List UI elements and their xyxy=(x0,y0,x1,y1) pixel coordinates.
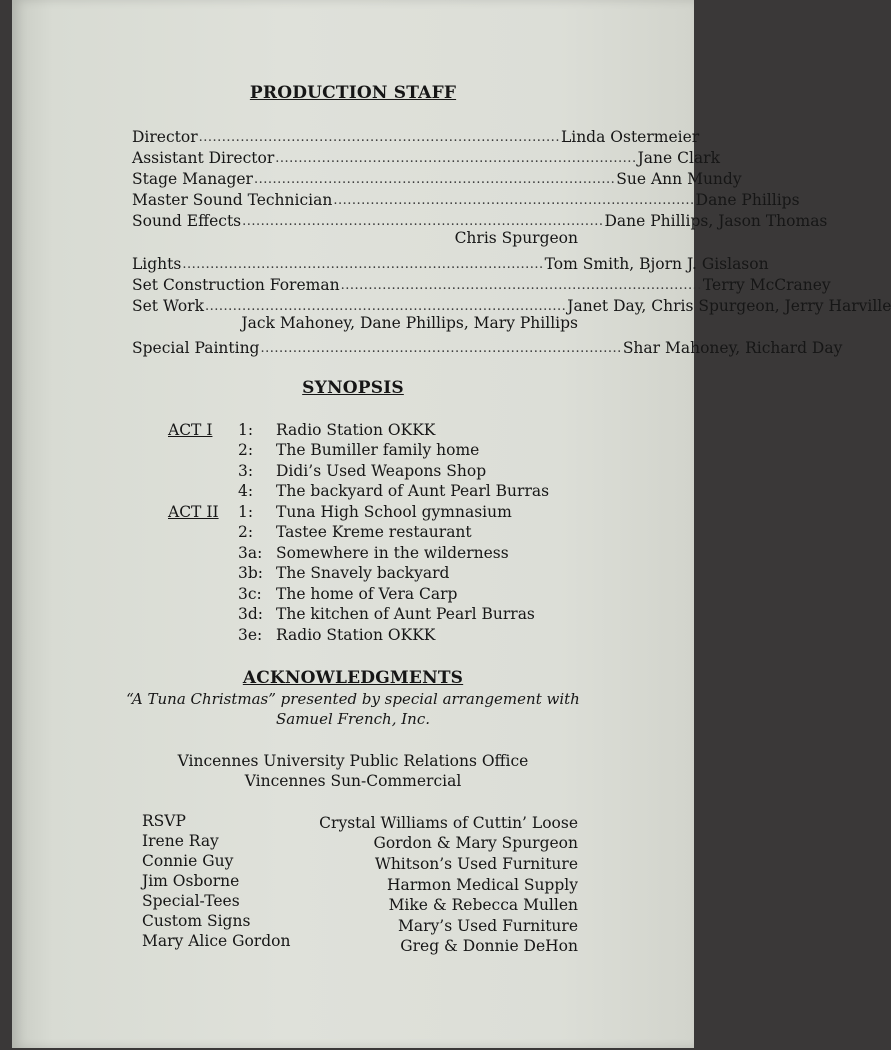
staff-role: Director xyxy=(132,128,198,146)
staff-row-sound-effects xyxy=(132,208,828,230)
staff-role: Stage Manager xyxy=(132,170,253,188)
leader-dots: .............................................................................. xyxy=(204,299,567,314)
credit-right: Harmon Medical Supply xyxy=(387,876,578,894)
scene-name: Radio Station OKKK xyxy=(276,421,436,439)
credit-left: RSVP xyxy=(142,812,186,830)
scene-name: The kitchen of Aunt Pearl Burras xyxy=(276,605,535,623)
credit-right: Gordon & Mary Spurgeon xyxy=(373,834,578,852)
leader-dots: .............................................................................. xyxy=(242,214,604,229)
scene-name: The Bumiller family home xyxy=(276,441,480,459)
scene-name: The backyard of Aunt Pearl Burras xyxy=(276,482,550,500)
staff-role: Sound Effects xyxy=(132,212,242,230)
act-2-label: ACT II xyxy=(168,503,219,521)
staff-row-lights xyxy=(132,251,769,273)
arrangement-line-1: “A Tuna Christmas” presented by special arrangement with xyxy=(126,690,580,708)
staff-row-director xyxy=(132,124,700,146)
credit-right: Whitson’s Used Furniture xyxy=(374,855,578,873)
credit-right: Crystal Williams of Cuttin’ Loose xyxy=(319,814,578,832)
credit-left: Connie Guy xyxy=(142,852,234,870)
scene-number: 3b: xyxy=(238,564,264,582)
scene-name: Tastee Kreme restaurant xyxy=(276,523,472,541)
credit-right: Mike & Rebecca Mullen xyxy=(388,896,578,914)
credit-left: Custom Signs xyxy=(142,912,251,930)
scene-number: 3d: xyxy=(238,605,264,623)
leader-dots: .............................................................................. xyxy=(182,257,544,272)
staff-name: Terry McCraney xyxy=(702,276,831,294)
staff-role: Master Sound Technician xyxy=(132,191,333,209)
credit-left: Special-Tees xyxy=(142,892,240,910)
scene-number: 3: xyxy=(238,462,254,480)
staff-row-assistant-director xyxy=(132,145,720,167)
staff-role: Lights xyxy=(132,255,182,273)
leader-dots: .............................................................................. xyxy=(198,130,560,145)
staff-name: Linda Ostermeier xyxy=(560,128,700,146)
staff-row-set-work xyxy=(132,293,891,315)
scene-name: The Snavely backyard xyxy=(276,564,450,582)
scene-number: 1: xyxy=(238,421,254,439)
staff-row-set-construction xyxy=(132,272,831,294)
leader-dots: .............................................................................. xyxy=(333,193,695,208)
staff-row-stage-manager xyxy=(132,166,742,188)
org-line-1: Vincennes University Public Relations Office xyxy=(177,752,529,770)
staff-role: Set Construction Foreman xyxy=(132,276,340,294)
production-staff-heading: PRODUCTION STAFF xyxy=(249,83,457,103)
credit-right: Greg & Donnie DeHon xyxy=(400,937,578,955)
scene-number: 2: xyxy=(238,441,254,459)
leader-dots: .............................................................................. xyxy=(275,151,637,166)
scene-number: 4: xyxy=(238,482,254,500)
sound-effects-continued: Chris Spurgeon xyxy=(454,229,578,247)
leader-dots: .............................................................................. xyxy=(340,278,702,293)
act-1-label: ACT I xyxy=(168,421,213,439)
leader-dots: .............................................................................. xyxy=(253,172,616,187)
scene-name: Didi’s Used Weapons Shop xyxy=(276,462,487,480)
scene-number: 3e: xyxy=(238,626,263,644)
credit-left: Irene Ray xyxy=(142,832,219,850)
arrangement-line-2: Samuel French, Inc. xyxy=(275,710,430,728)
set-work-continued: Jack Mahoney, Dane Phillips, Mary Phillips xyxy=(241,314,578,332)
scene-name: The home of Vera Carp xyxy=(276,585,458,603)
leader-dots: .............................................................................. xyxy=(260,341,622,356)
synopsis-heading: SYNOPSIS xyxy=(302,378,404,398)
program-page xyxy=(12,0,891,1048)
org-line-2: Vincennes Sun-Commercial xyxy=(244,772,462,790)
staff-name: Dane Phillips, Jason Thomas xyxy=(604,212,828,230)
staff-name: Dane Phillips xyxy=(695,191,800,209)
staff-name: Tom Smith, Bjorn J. Gislason xyxy=(544,255,769,273)
scene-number: 3a: xyxy=(238,544,263,562)
scene-name: Radio Station OKKK xyxy=(276,626,436,644)
staff-name: Shar Mahoney, Richard Day xyxy=(622,339,843,357)
scene-number: 2: xyxy=(238,523,254,541)
staff-name: Sue Ann Mundy xyxy=(616,170,742,188)
staff-name: Jane Clark xyxy=(637,149,720,167)
staff-role: Set Work xyxy=(132,297,204,315)
credit-left: Jim Osborne xyxy=(142,872,240,890)
staff-row-special-painting xyxy=(132,335,843,357)
acknowledgments-heading: ACKNOWLEDGMENTS xyxy=(242,668,464,688)
scene-name: Somewhere in the wilderness xyxy=(276,544,509,562)
credit-left: Mary Alice Gordon xyxy=(142,932,291,950)
credit-right: Mary’s Used Furniture xyxy=(397,917,578,935)
staff-role: Special Painting xyxy=(132,339,260,357)
scene-number: 1: xyxy=(238,503,254,521)
staff-role: Assistant Director xyxy=(132,149,275,167)
scene-name: Tuna High School gymnasium xyxy=(276,503,512,521)
staff-row-master-sound xyxy=(132,187,800,209)
scene-number: 3c: xyxy=(238,585,262,603)
staff-name: Janet Day, Chris Spurgeon, Jerry Harville xyxy=(567,297,891,315)
